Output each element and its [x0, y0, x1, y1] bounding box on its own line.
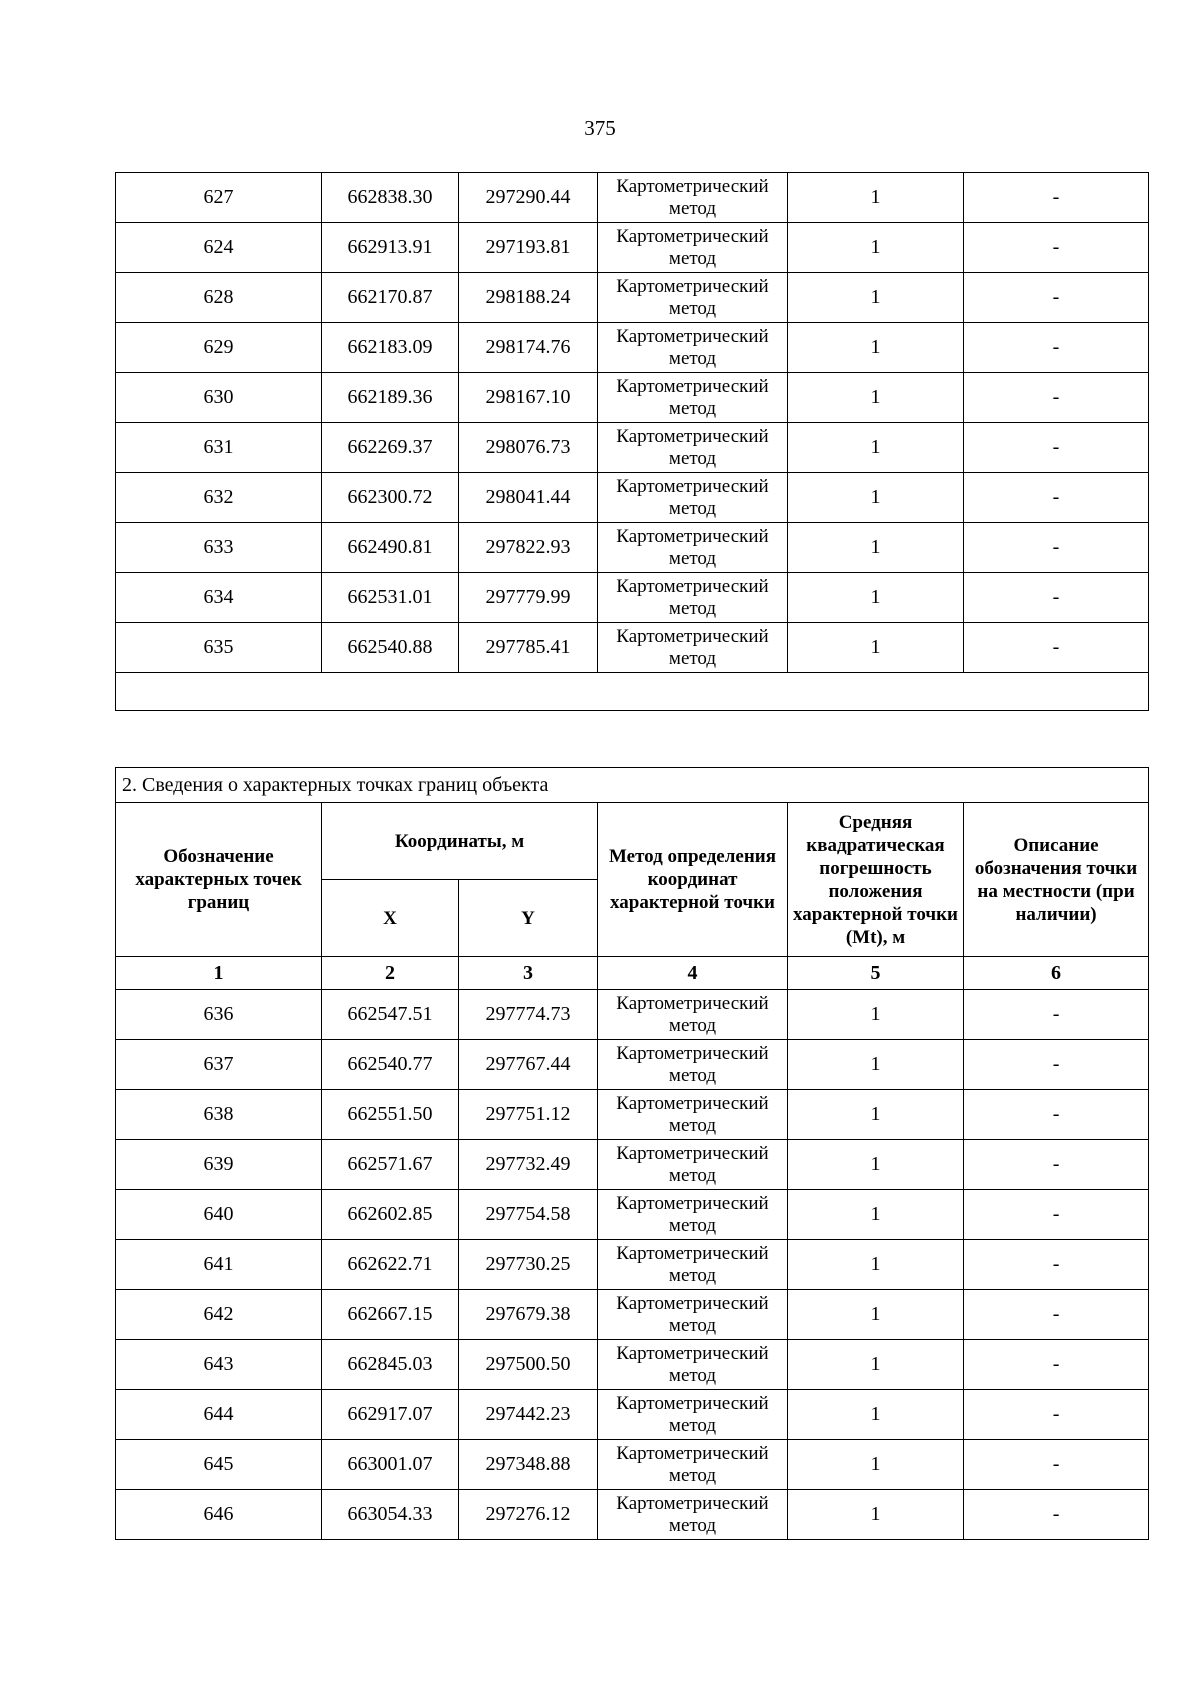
- method-text-line: метод: [668, 1264, 717, 1286]
- x-coordinate-cell: 662913.91: [322, 223, 459, 273]
- description-cell: -: [964, 373, 1149, 423]
- method-cell: [598, 523, 788, 573]
- point-cell: 645: [116, 1440, 322, 1490]
- table-caption-row: [116, 768, 1149, 803]
- x-coordinate-cell: 663054.33: [322, 1490, 459, 1540]
- table-row: [116, 1390, 1149, 1440]
- y-coordinate-cell: 297774.73: [459, 990, 598, 1040]
- coordinates-table-continued: [115, 172, 1149, 711]
- y-coordinate-cell: 297732.49: [459, 1140, 598, 1190]
- y-coordinate-cell: 298076.73: [459, 423, 598, 473]
- table-row: [116, 423, 1149, 473]
- column-numbers-row: [116, 957, 1149, 990]
- point-cell: 637: [116, 1040, 322, 1090]
- x-coordinate-cell: 662170.87: [322, 273, 459, 323]
- point-cell: 624: [116, 223, 322, 273]
- table-row: [116, 1140, 1149, 1190]
- method-text-line: Картометрический: [616, 425, 769, 447]
- y-coordinate-cell: 297767.44: [459, 1040, 598, 1090]
- description-cell: -: [964, 523, 1149, 573]
- method-text-line: метод: [668, 647, 717, 669]
- description-cell: -: [964, 223, 1149, 273]
- empty-cell: [116, 673, 1149, 711]
- error-cell: 1: [788, 323, 964, 373]
- table-row: [116, 990, 1149, 1040]
- point-cell: 633: [116, 523, 322, 573]
- method-text-line: метод: [668, 1414, 717, 1436]
- method-cell: [598, 573, 788, 623]
- error-cell: 1: [788, 423, 964, 473]
- description-cell: -: [964, 1490, 1149, 1540]
- method-cell: [598, 990, 788, 1040]
- method-cell: [598, 1340, 788, 1390]
- method-text-line: метод: [668, 1114, 717, 1136]
- error-cell: 1: [788, 1440, 964, 1490]
- description-cell: -: [964, 1240, 1149, 1290]
- method-cell: [598, 1390, 788, 1440]
- description-cell: -: [964, 1290, 1149, 1340]
- method-text-line: Картометрический: [616, 1442, 769, 1464]
- point-cell: 642: [116, 1290, 322, 1340]
- error-cell: 1: [788, 1490, 964, 1540]
- table-row: [116, 573, 1149, 623]
- point-cell: 628: [116, 273, 322, 323]
- description-cell: -: [964, 323, 1149, 373]
- x-coordinate-cell: 662845.03: [322, 1340, 459, 1390]
- x-coordinate-cell: 662183.09: [322, 323, 459, 373]
- method-text-line: метод: [668, 247, 717, 269]
- method-cell: [598, 173, 788, 223]
- y-coordinate-cell: 297290.44: [459, 173, 598, 223]
- method-text-line: метод: [668, 1164, 717, 1186]
- method-cell: [598, 273, 788, 323]
- method-text-line: Картометрический: [616, 1292, 769, 1314]
- error-cell: 1: [788, 273, 964, 323]
- x-coordinate-cell: 662551.50: [322, 1090, 459, 1140]
- point-cell: 632: [116, 473, 322, 523]
- point-cell: 641: [116, 1240, 322, 1290]
- y-coordinate-cell: 297679.38: [459, 1290, 598, 1340]
- table2-body: [116, 990, 1149, 1540]
- method-text-line: метод: [668, 197, 717, 219]
- description-cell: -: [964, 1390, 1149, 1440]
- y-coordinate-cell: 297785.41: [459, 623, 598, 673]
- y-coordinate-cell: 298188.24: [459, 273, 598, 323]
- method-text-line: Картометрический: [616, 1042, 769, 1064]
- header-description: Описание обозначения точки на местности (при наличии): [964, 803, 1149, 957]
- method-text-line: метод: [668, 1464, 717, 1486]
- description-cell: -: [964, 623, 1149, 673]
- description-cell: -: [964, 1440, 1149, 1490]
- method-text-line: Картометрический: [616, 225, 769, 247]
- table-row: [116, 1240, 1149, 1290]
- method-text-line: Картометрический: [616, 1142, 769, 1164]
- method-text-line: Картометрический: [616, 992, 769, 1014]
- description-cell: -: [964, 173, 1149, 223]
- error-cell: 1: [788, 173, 964, 223]
- method-cell: [598, 1240, 788, 1290]
- point-cell: 646: [116, 1490, 322, 1540]
- y-coordinate-cell: 297276.12: [459, 1490, 598, 1540]
- y-coordinate-cell: 298167.10: [459, 373, 598, 423]
- point-cell: 631: [116, 423, 322, 473]
- column-number: 2: [322, 957, 459, 990]
- table-row: [116, 623, 1149, 673]
- method-cell: [598, 373, 788, 423]
- y-coordinate-cell: 297751.12: [459, 1090, 598, 1140]
- x-coordinate-cell: 662269.37: [322, 423, 459, 473]
- x-coordinate-cell: 662622.71: [322, 1240, 459, 1290]
- method-cell: [598, 1440, 788, 1490]
- x-coordinate-cell: 663001.07: [322, 1440, 459, 1490]
- description-cell: -: [964, 1090, 1149, 1140]
- x-coordinate-cell: 662667.15: [322, 1290, 459, 1340]
- x-coordinate-cell: 662540.77: [322, 1040, 459, 1090]
- x-coordinate-cell: 662540.88: [322, 623, 459, 673]
- method-text-line: метод: [668, 1014, 717, 1036]
- empty-row: [116, 673, 1149, 711]
- y-coordinate-cell: 298174.76: [459, 323, 598, 373]
- description-cell: -: [964, 1040, 1149, 1090]
- method-text-line: Картометрический: [616, 1342, 769, 1364]
- point-cell: 644: [116, 1390, 322, 1440]
- error-cell: 1: [788, 473, 964, 523]
- error-cell: 1: [788, 573, 964, 623]
- method-cell: [598, 223, 788, 273]
- y-coordinate-cell: 298041.44: [459, 473, 598, 523]
- method-text-line: метод: [668, 397, 717, 419]
- method-text-line: метод: [668, 1514, 717, 1536]
- method-text-line: Картометрический: [616, 575, 769, 597]
- x-coordinate-cell: 662838.30: [322, 173, 459, 223]
- method-cell: [598, 1090, 788, 1140]
- error-cell: 1: [788, 523, 964, 573]
- error-cell: 1: [788, 1040, 964, 1090]
- table-row: [116, 223, 1149, 273]
- column-number: 5: [788, 957, 964, 990]
- method-text-line: Картометрический: [616, 1492, 769, 1514]
- error-cell: 1: [788, 1290, 964, 1340]
- x-coordinate-cell: 662189.36: [322, 373, 459, 423]
- method-cell: [598, 1140, 788, 1190]
- y-coordinate-cell: 297500.50: [459, 1340, 598, 1390]
- table-caption: 2. Сведения о характерных точках границ объекта: [116, 768, 1149, 803]
- error-cell: 1: [788, 1240, 964, 1290]
- table-row: [116, 323, 1149, 373]
- method-text-line: метод: [668, 1314, 717, 1336]
- error-cell: 1: [788, 1390, 964, 1440]
- method-cell: [598, 1190, 788, 1240]
- method-text-line: метод: [668, 1214, 717, 1236]
- y-coordinate-cell: 297754.58: [459, 1190, 598, 1240]
- method-text-line: Картометрический: [616, 475, 769, 497]
- method-text-line: метод: [668, 597, 717, 619]
- description-cell: -: [964, 1190, 1149, 1240]
- point-cell: 630: [116, 373, 322, 423]
- header-point: Обозначение характерных точек границ: [116, 803, 322, 957]
- x-coordinate-cell: 662917.07: [322, 1390, 459, 1440]
- x-coordinate-cell: 662571.67: [322, 1140, 459, 1190]
- method-text-line: Картометрический: [616, 1242, 769, 1264]
- column-number: 3: [459, 957, 598, 990]
- error-cell: 1: [788, 1190, 964, 1240]
- point-cell: 634: [116, 573, 322, 623]
- table-row: [116, 173, 1149, 223]
- description-cell: -: [964, 473, 1149, 523]
- error-cell: 1: [788, 1140, 964, 1190]
- column-number: 1: [116, 957, 322, 990]
- table-row: [116, 373, 1149, 423]
- point-cell: 636: [116, 990, 322, 1040]
- method-text-line: Картометрический: [616, 325, 769, 347]
- method-cell: [598, 323, 788, 373]
- method-cell: [598, 473, 788, 523]
- column-number: 6: [964, 957, 1149, 990]
- description-cell: -: [964, 573, 1149, 623]
- x-coordinate-cell: 662531.01: [322, 573, 459, 623]
- header-error: Средняя квадратическая погрешность положения характерной точки (Mt), м: [788, 803, 964, 957]
- method-text-line: Картометрический: [616, 1392, 769, 1414]
- method-text-line: Картометрический: [616, 525, 769, 547]
- table-row: [116, 1340, 1149, 1390]
- characteristic-points-table: [115, 767, 1149, 1540]
- table-row: [116, 1490, 1149, 1540]
- table-row: [116, 473, 1149, 523]
- y-coordinate-cell: 297822.93: [459, 523, 598, 573]
- method-text-line: метод: [668, 497, 717, 519]
- method-text-line: метод: [668, 347, 717, 369]
- header-y: Y: [459, 880, 598, 957]
- method-text-line: Картометрический: [616, 625, 769, 647]
- table-row: [116, 1040, 1149, 1090]
- page-number: 375: [584, 116, 616, 140]
- y-coordinate-cell: 297730.25: [459, 1240, 598, 1290]
- point-cell: 638: [116, 1090, 322, 1140]
- method-text-line: Картометрический: [616, 375, 769, 397]
- description-cell: -: [964, 1340, 1149, 1390]
- point-cell: 635: [116, 623, 322, 673]
- table-row: [116, 523, 1149, 573]
- method-text-line: метод: [668, 1364, 717, 1386]
- method-cell: [598, 623, 788, 673]
- method-text-line: метод: [668, 547, 717, 569]
- method-text-line: Картометрический: [616, 175, 769, 197]
- description-cell: -: [964, 423, 1149, 473]
- method-cell: [598, 423, 788, 473]
- error-cell: 1: [788, 373, 964, 423]
- point-cell: 627: [116, 173, 322, 223]
- table-row: [116, 1440, 1149, 1490]
- y-coordinate-cell: 297442.23: [459, 1390, 598, 1440]
- point-cell: 629: [116, 323, 322, 373]
- method-cell: [598, 1040, 788, 1090]
- error-cell: 1: [788, 990, 964, 1040]
- header-row: [116, 803, 1149, 880]
- description-cell: -: [964, 273, 1149, 323]
- x-coordinate-cell: 662602.85: [322, 1190, 459, 1240]
- header-method: Метод определения координат характерной точки: [598, 803, 788, 957]
- table-row: [116, 1190, 1149, 1240]
- method-text-line: метод: [668, 447, 717, 469]
- method-text-line: Картометрический: [616, 275, 769, 297]
- description-cell: -: [964, 990, 1149, 1040]
- error-cell: 1: [788, 623, 964, 673]
- table1-body: [116, 173, 1149, 673]
- method-text-line: метод: [668, 1064, 717, 1086]
- method-cell: [598, 1490, 788, 1540]
- column-number: 4: [598, 957, 788, 990]
- description-cell: -: [964, 1140, 1149, 1190]
- y-coordinate-cell: 297193.81: [459, 223, 598, 273]
- error-cell: 1: [788, 1090, 964, 1140]
- x-coordinate-cell: 662300.72: [322, 473, 459, 523]
- error-cell: 1: [788, 1340, 964, 1390]
- method-cell: [598, 1290, 788, 1340]
- y-coordinate-cell: 297779.99: [459, 573, 598, 623]
- x-coordinate-cell: 662547.51: [322, 990, 459, 1040]
- point-cell: 643: [116, 1340, 322, 1390]
- method-text-line: метод: [668, 297, 717, 319]
- method-text-line: Картометрический: [616, 1092, 769, 1114]
- table-row: [116, 273, 1149, 323]
- x-coordinate-cell: 662490.81: [322, 523, 459, 573]
- point-cell: 639: [116, 1140, 322, 1190]
- table-row: [116, 1090, 1149, 1140]
- table-row: [116, 1290, 1149, 1340]
- header-x: X: [322, 880, 459, 957]
- y-coordinate-cell: 297348.88: [459, 1440, 598, 1490]
- error-cell: 1: [788, 223, 964, 273]
- point-cell: 640: [116, 1190, 322, 1240]
- method-text-line: Картометрический: [616, 1192, 769, 1214]
- header-coordinates: Координаты, м: [322, 803, 598, 880]
